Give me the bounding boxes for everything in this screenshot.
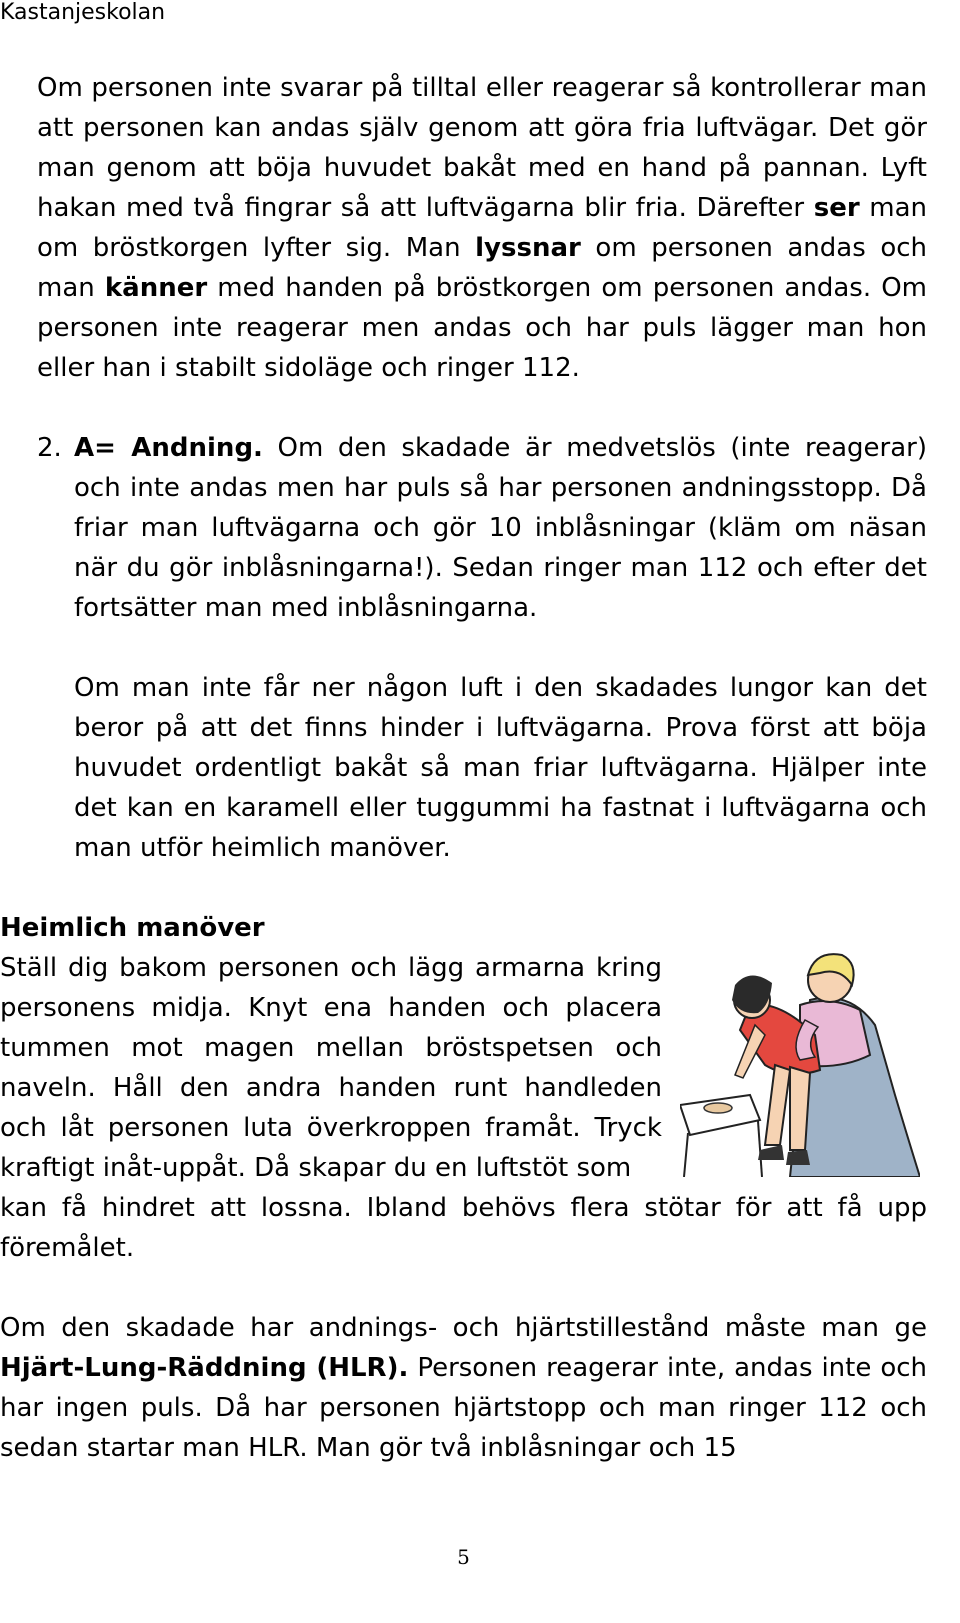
heimlich-heading: Heimlich manöver — [0, 913, 265, 943]
header-school-name: Kastanjeskolan — [0, 0, 166, 25]
intro-paragraph — [37, 68, 927, 388]
heimlich-paragraph: Ställ dig bakom personen och lägg armarna kring personens midja. Knyt ena handen och placera tummen mot magen mellan bröstspetsen och naveln. Håll den andra handen runt handleden och låt personen luta överkroppen framåt. Tryck kraftigt inåt-uppåt. Då skapar du en luftstöt som — [0, 953, 662, 1183]
intro-bold-ser: ser — [813, 193, 860, 223]
heimlich-paragraph-continued: kan få hindret att lossna. Ibland behövs flera stötar för att få upp föremålet. — [0, 1193, 927, 1263]
intro-text-3: om personen andas och man — [37, 233, 927, 303]
andning-heading: A= Andning. — [74, 433, 263, 463]
andning-paragraph — [74, 428, 927, 628]
andning-text: Om den skadade är medvetslös (inte reagerar) och inte andas men har puls så har personen andningsstopp. Då friar man luftvägarna och gör 10 inblåsningar (kläm om näsan när du gör inblåsningarna!). Sedan ringer man 112 och efter det fortsätter man med inblåsningarna. — [74, 433, 927, 623]
andning-number: 2. — [37, 433, 62, 463]
intro-text-2: man om bröstkorgen lyfter sig. Man — [37, 193, 927, 263]
heimlich-illustration — [680, 945, 920, 1177]
hlr-text-1: Om den skadade har andnings- och hjärtstillestånd måste man ge — [0, 1313, 927, 1343]
hlr-text-2: Personen reagerar inte, andas inte och har ingen puls. Då har personen hjärtstopp och man ringer 112 och sedan startar man HLR. Man gör två inblåsningar och 15 — [0, 1353, 928, 1463]
hlr-bold: Hjärt-Lung-Räddning (HLR). — [0, 1353, 409, 1383]
intro-text-4: med handen på bröstkorgen om personen andas. Om personen inte reagerar men andas och har puls lägger man hon eller han i stabilt sidoläge och ringer 112. — [37, 273, 927, 383]
intro-bold-kanner: känner — [104, 273, 208, 303]
page-number: 5 — [457, 1545, 470, 1569]
intro-bold-lyssnar: lyssnar — [475, 233, 581, 263]
intro-text-1: Om personen inte svarar på tilltal eller reagerar så kontrollerar man att personen kan andas själv genom att göra fria luftvägar. Det gör man genom att böja huvudet bakåt med en hand på pannan. Lyft hakan med två fingrar så att luftvägarna blir fria. Därefter — [37, 73, 927, 223]
hlr-paragraph — [0, 1308, 927, 1468]
hinder-paragraph: Om man inte får ner någon luft i den skadades lungor kan det beror på att det finns hinder i luftvägarna. Prova först att böja huvudet ordentligt bakåt så man friar luftvägarna. Hjälper inte det kan en karamell eller tuggummi ha fastnat i luftvägarna och man utför heimlich manöver. — [74, 673, 927, 863]
